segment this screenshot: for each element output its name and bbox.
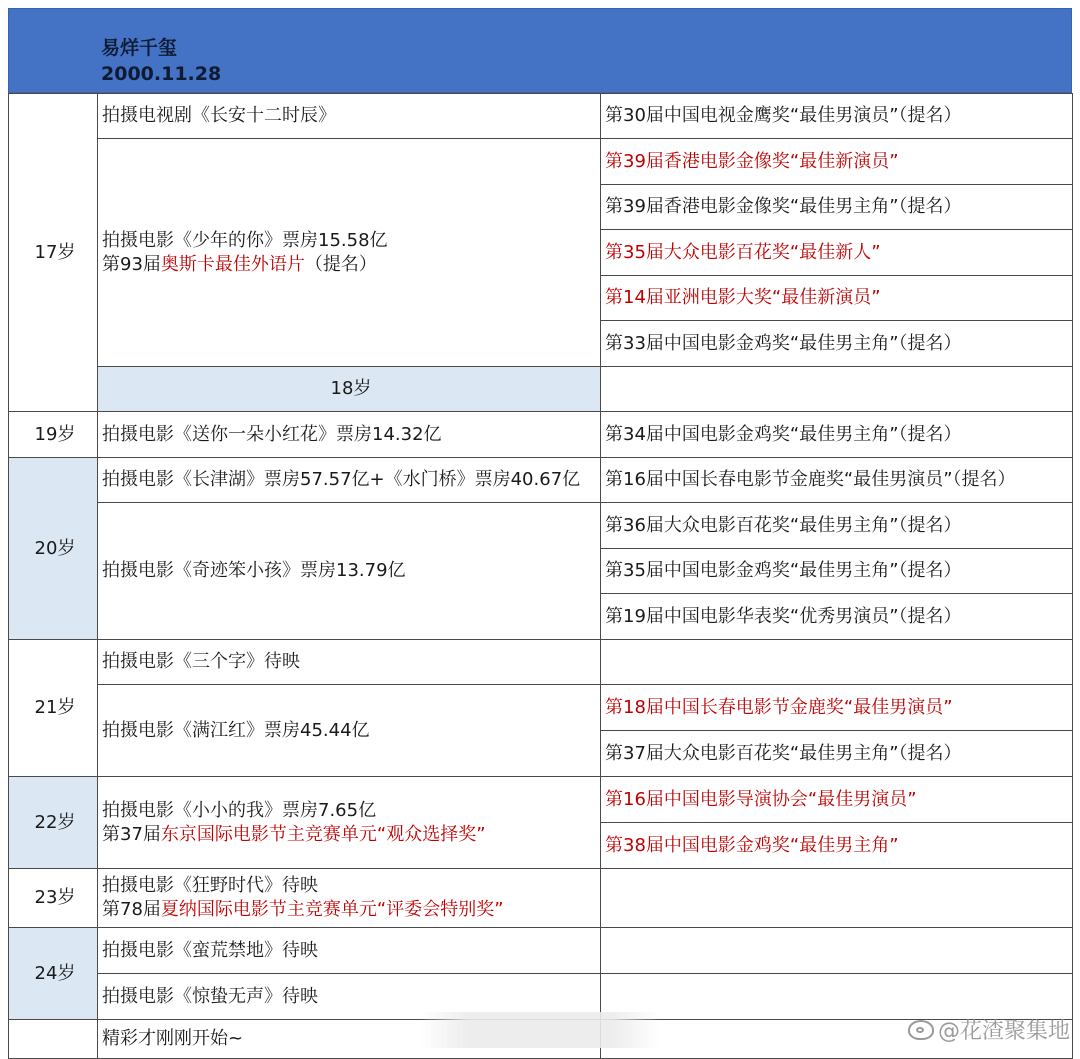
work-cell: 拍摄电影《惊蛰无声》待映 [98, 974, 601, 1020]
age-cell: 20岁 [9, 458, 98, 640]
work-line [102, 823, 600, 847]
age-cell [9, 1020, 98, 1059]
work-cell [601, 367, 1073, 412]
age-cell: 19岁 [9, 412, 98, 458]
work-text: 第37届 [102, 823, 161, 845]
work-text: 第78届 [102, 899, 161, 920]
work-cell: 拍摄电视剧《长安十二时辰》 [98, 94, 601, 139]
work-cell: 拍摄电影《奇迹笨小孩》票房13.79亿 [98, 503, 601, 640]
award-cell: 第35届中国电影金鸡奖“最佳男主角”（提名） [601, 549, 1073, 594]
work-cell: 拍摄电影《送你一朵小红花》票房14.32亿 [98, 412, 601, 458]
age-cell: 21岁 [9, 640, 98, 777]
work-cell: 拍摄电影《蛮荒禁地》待映 [98, 928, 601, 974]
age-cell: 18岁 [98, 367, 601, 412]
award-cell [601, 928, 1073, 974]
award-cell: 第37届大众电影百花奖“最佳男主角”（提名） [601, 731, 1073, 777]
award-cell: 第14届亚洲电影大奖“最佳新演员” [601, 276, 1073, 321]
weibo-icon [908, 1020, 934, 1040]
blurred-overlay [420, 1012, 660, 1048]
work-line: 拍摄电影《小小的我》票房7.65亿 [102, 799, 377, 821]
work-line [102, 253, 600, 277]
work-cell [98, 777, 601, 869]
award-cell: 第16届中国长春电影节金鹿奖“最佳男演员”（提名） [601, 458, 1073, 503]
person-name: 易烊千玺 [101, 37, 178, 59]
award-cell: 第18届中国长春电影节金鹿奖“最佳男演员” [601, 685, 1073, 731]
career-table [8, 93, 1073, 1059]
age-cell: 23岁 [9, 869, 98, 928]
award-highlight: 东京国际电影节主竞赛单元“观众选择奖” [160, 823, 486, 845]
work-text: 第93届 [102, 253, 161, 275]
award-cell [601, 869, 1073, 928]
work-cell: 拍摄电影《三个字》待映 [98, 640, 601, 685]
age-cell: 24岁 [9, 928, 98, 1020]
watermark [908, 1014, 1070, 1045]
award-cell: 第39届香港电影金像奖“最佳新演员” [601, 139, 1073, 185]
award-cell: 第39届香港电影金像奖“最佳男主角”（提名） [601, 185, 1073, 230]
award-cell: 第33届中国电影金鸡奖“最佳男主角”（提名） [601, 321, 1073, 367]
work-line: 拍摄电影《少年的你》票房15.58亿 [102, 229, 388, 251]
award-cell: 第38届中国电影金鸡奖“最佳男主角” [601, 823, 1073, 869]
award-cell: 第19届中国电影华表奖“优秀男演员”（提名） [601, 594, 1073, 640]
award-cell [601, 640, 1073, 685]
award-cell [601, 974, 1073, 1020]
work-cell: 拍摄电影《长津湖》票房57.57亿+《水门桥》票房40.67亿 [98, 458, 601, 503]
work-text: （提名） [304, 253, 377, 275]
closing-text: 精彩才刚刚开始~ [98, 1020, 601, 1059]
work-cell [98, 869, 601, 928]
work-cell: 拍摄电影《满江红》票房45.44亿 [98, 685, 601, 777]
birth-date: 2000.11.28 [101, 63, 222, 85]
award-cell: 第35届大众电影百花奖“最佳新人” [601, 230, 1073, 276]
award-cell: 第36届大众电影百花奖“最佳男主角”（提名） [601, 503, 1073, 549]
age-cell: 22岁 [9, 777, 98, 869]
work-cell [98, 139, 601, 367]
award-cell: 第30届中国电视金鹰奖“最佳男演员”（提名） [601, 94, 1073, 139]
award-highlight: 夏纳国际电影节主竞赛单元“评委会特别奖” [160, 899, 504, 920]
award-highlight: 奥斯卡最佳外语片 [160, 253, 305, 275]
watermark-text: @花渣聚集地 [937, 1019, 1070, 1044]
award-cell: 第16届中国电影导演协会“最佳男演员” [601, 777, 1073, 823]
age-cell: 17岁 [9, 94, 98, 412]
header-banner [8, 8, 1072, 93]
award-cell: 第34届中国电影金鸡奖“最佳男主角”（提名） [601, 412, 1073, 458]
work-line [102, 898, 600, 922]
work-line: 拍摄电影《狂野时代》待映 [102, 875, 318, 896]
